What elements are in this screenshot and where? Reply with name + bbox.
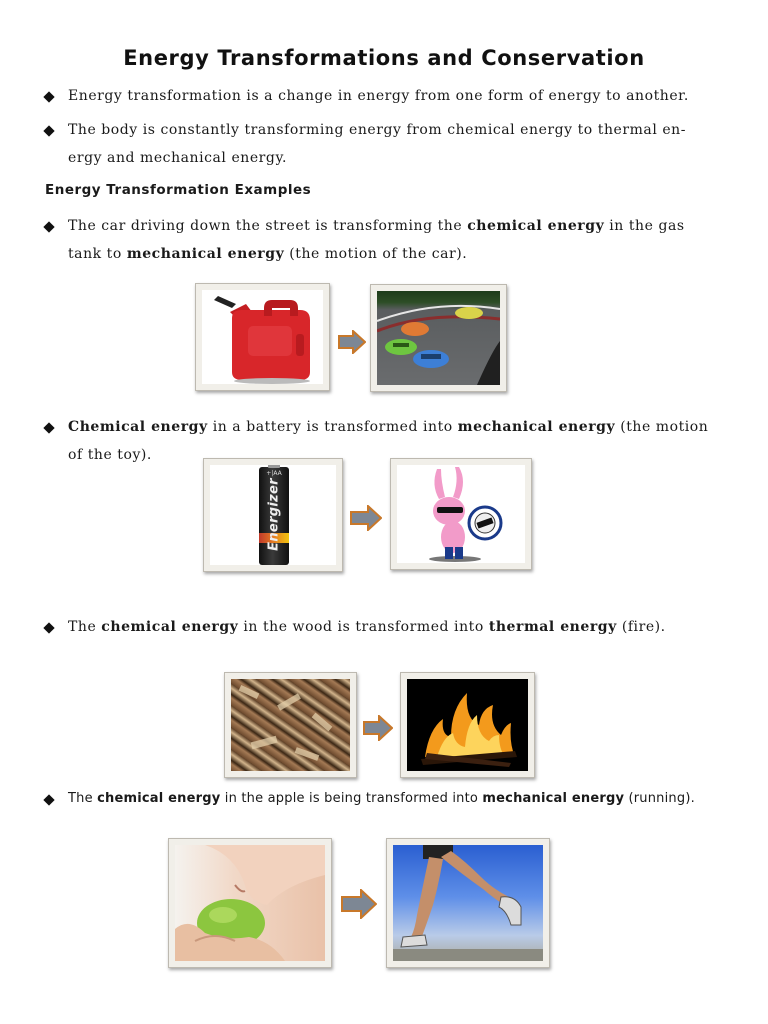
car-example-text: The car driving down the street is transforming the chemical energy in the gas tank to mechanical energy (the motion of the car).	[68, 218, 685, 262]
apple-eating-icon	[175, 845, 325, 961]
arrow-right-icon	[338, 330, 366, 354]
car-bold-2: mechanical energy	[126, 246, 285, 262]
body-transform-text	[68, 116, 728, 172]
apple-example-text: The chemical energy in the apple is being transformed into mechanical energy (running).	[68, 791, 695, 806]
examples-heading: Energy Transformation Examples	[45, 182, 312, 198]
wood-bold-2: thermal energy	[488, 619, 617, 635]
apple-bold-1: chemical energy	[97, 791, 221, 806]
pink-bunny-icon	[397, 465, 525, 563]
apple-eating-image	[168, 838, 332, 968]
definition-text: Energy transformation is a change in energy from one form of energy to another.	[68, 88, 689, 104]
battery-icon: +|AA Energizer	[259, 467, 289, 565]
battery-image	[203, 458, 343, 572]
runner-image	[386, 838, 550, 968]
battery-brand-label: Energizer	[266, 478, 282, 551]
arrow-right-icon	[341, 889, 377, 919]
body-line-1: The body is constantly transforming energy from chemical energy to thermal en-	[68, 122, 687, 138]
arrow-right-icon	[363, 715, 393, 741]
battery-example-text: Chemical energy in a battery is transformed into mechanical energy (the motion of the toy).	[68, 419, 709, 463]
bullet-marker	[43, 622, 54, 633]
battery-bold-2: mechanical energy	[457, 419, 616, 435]
wood-chips-icon	[231, 679, 350, 771]
bullet-marker	[43, 422, 54, 433]
race-cars-image	[370, 284, 507, 392]
running-legs-icon	[393, 845, 543, 961]
bullet-marker	[43, 794, 54, 805]
fire-icon	[407, 679, 528, 771]
bullet-marker	[43, 125, 54, 136]
bullet-marker	[43, 221, 54, 232]
car-bold-1: chemical energy	[467, 218, 605, 234]
wood-pile-image	[224, 672, 357, 778]
page-title: Energy Transformations and Conservation	[123, 46, 645, 70]
battery-bold-1: Chemical energy	[68, 419, 208, 435]
body-line-2: ergy and mechanical energy.	[68, 150, 288, 166]
wood-bold-1: chemical energy	[101, 619, 239, 635]
apple-bold-2: mechanical energy	[482, 791, 625, 806]
bullet-marker	[43, 91, 54, 102]
fire-image	[400, 672, 535, 778]
wood-example-text: The chemical energy in the wood is transformed into thermal energy (fire).	[68, 619, 666, 635]
gas-can-icon	[202, 290, 323, 384]
gas-can-image	[195, 283, 330, 391]
arrow-right-icon	[350, 505, 382, 531]
bunny-toy-image	[390, 458, 532, 570]
race-cars-icon	[377, 291, 500, 385]
